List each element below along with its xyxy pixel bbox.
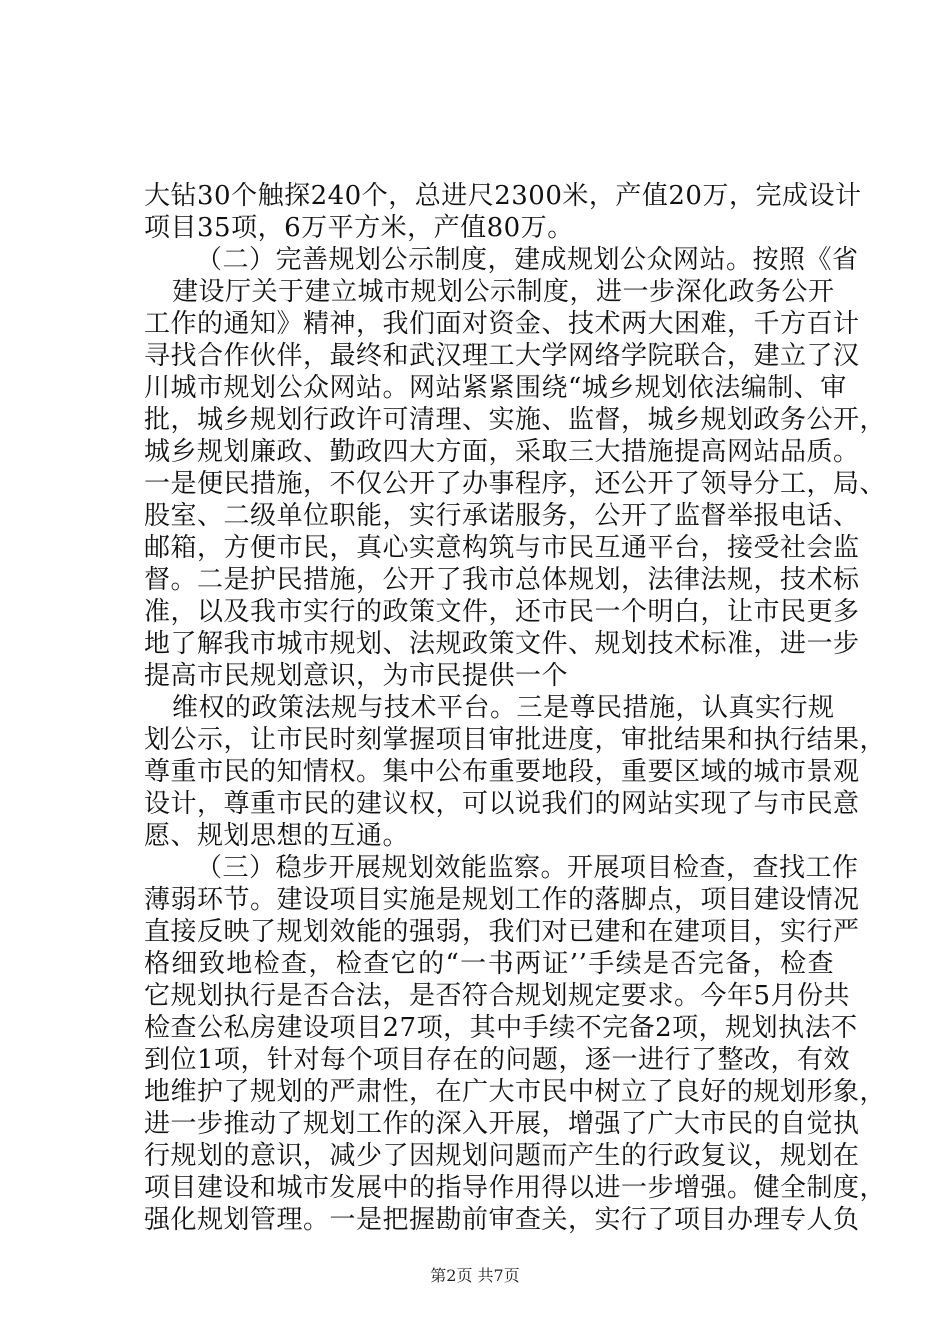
text-line: 直接反映了规划效能的强弱，我们对已建和在建项目，实行严 <box>144 917 860 947</box>
page-number: 第2页 共7页 <box>430 1266 520 1285</box>
text-line: 地了解我市城市规划、法规政策文件、规划技术标准，进一步 <box>144 629 860 659</box>
text-line: 愿、规划思想的互通。 <box>144 821 410 851</box>
text-line: 批，城乡规划行政许可清理、实施、监督，城乡规划政务公开， <box>144 405 887 435</box>
text-line: 划公示，让市民时刻掌握项目审批进度，审批结果和执行结果， <box>144 725 887 755</box>
text-line: 寻找合作伙伴，最终和武汉理工大学网络学院联合，建立了汉 <box>144 341 860 371</box>
text-line: 它规划执行是否合法，是否符合规划规定要求。今年5月份共 <box>144 981 851 1011</box>
text-line: 到位1项，针对每个项目存在的问题，逐一进行了整改，有效 <box>144 1045 851 1075</box>
text-line: 大钻30个触探240个，总进尺2300米，产值20万，完成设计 <box>144 181 862 211</box>
text-line: 强化规划管理。一是把握勘前审查关，实行了项目办理专人负 <box>144 1205 860 1235</box>
text-line: 进一步推动了规划工作的深入开展，增强了广大市民的自觉执 <box>144 1109 860 1139</box>
text-line: 邮箱，方便市民，真心实意构筑与市民互通平台，接受社会监 <box>144 533 860 563</box>
text-line: 薄弱环节。建设项目实施是规划工作的落脚点，项目建设情况 <box>144 885 860 915</box>
text-line: 建设厅关于建立城市规划公示制度，进一步深化政务公开 <box>172 277 835 307</box>
text-line: 设计，尊重市民的建议权，可以说我们的网站实现了与市民意 <box>144 789 860 819</box>
text-line: 股室、二级单位职能，实行承诺服务，公开了监督举报电话、 <box>144 501 860 531</box>
text-line: 项目建设和城市发展中的指导作用得以进一步增强。健全制度， <box>144 1173 887 1203</box>
text-line: 一是便民措施，不仅公开了办事程序，还公开了领导分工，局、 <box>144 469 887 499</box>
text-line: （三）稳步开展规划效能监察。开展项目检查，查找工作 <box>196 853 859 883</box>
text-line: 检查公私房建设项目27项，其中手续不完备2项，规划执法不 <box>144 1013 858 1043</box>
text-line: 行规划的意识，减少了因规划问题而产生的行政复议，规划在 <box>144 1141 860 1171</box>
text-line: 项目35项，6万平方米，产值80万。 <box>144 213 574 243</box>
text-line: 地维护了规划的严肃性，在广大市民中树立了良好的规划形象， <box>144 1077 887 1107</box>
text-line: 工作的通知》精神，我们面对资金、技术两大困难，千方百计 <box>144 309 860 339</box>
text-line: 尊重市民的知情权。集中公布重要地段，重要区域的城市景观 <box>144 757 860 787</box>
text-line: 城乡规划廉政、勤政四大方面，采取三大措施提高网站品质。 <box>144 437 860 467</box>
text-line: 提高市民规划意识，为市民提供一个 <box>144 661 569 691</box>
text-line: （二）完善规划公示制度，建成规划公众网站。按照《省 <box>196 245 859 275</box>
text-line: 格细致地检查，检查它的“一书两证’’手续是否完备，检查 <box>144 949 834 979</box>
text-line: 川城市规划公众网站。网站紧紧围绕“城乡规划依法编制、审 <box>144 373 847 403</box>
text-line: 维权的政策法规与技术平台。三是尊民措施，认真实行规 <box>172 693 835 723</box>
text-line: 督。二是护民措施，公开了我市总体规划，法律法规，技术标 <box>144 565 860 595</box>
text-line: 准，以及我市实行的政策文件，还市民一个明白，让市民更多 <box>144 597 860 627</box>
